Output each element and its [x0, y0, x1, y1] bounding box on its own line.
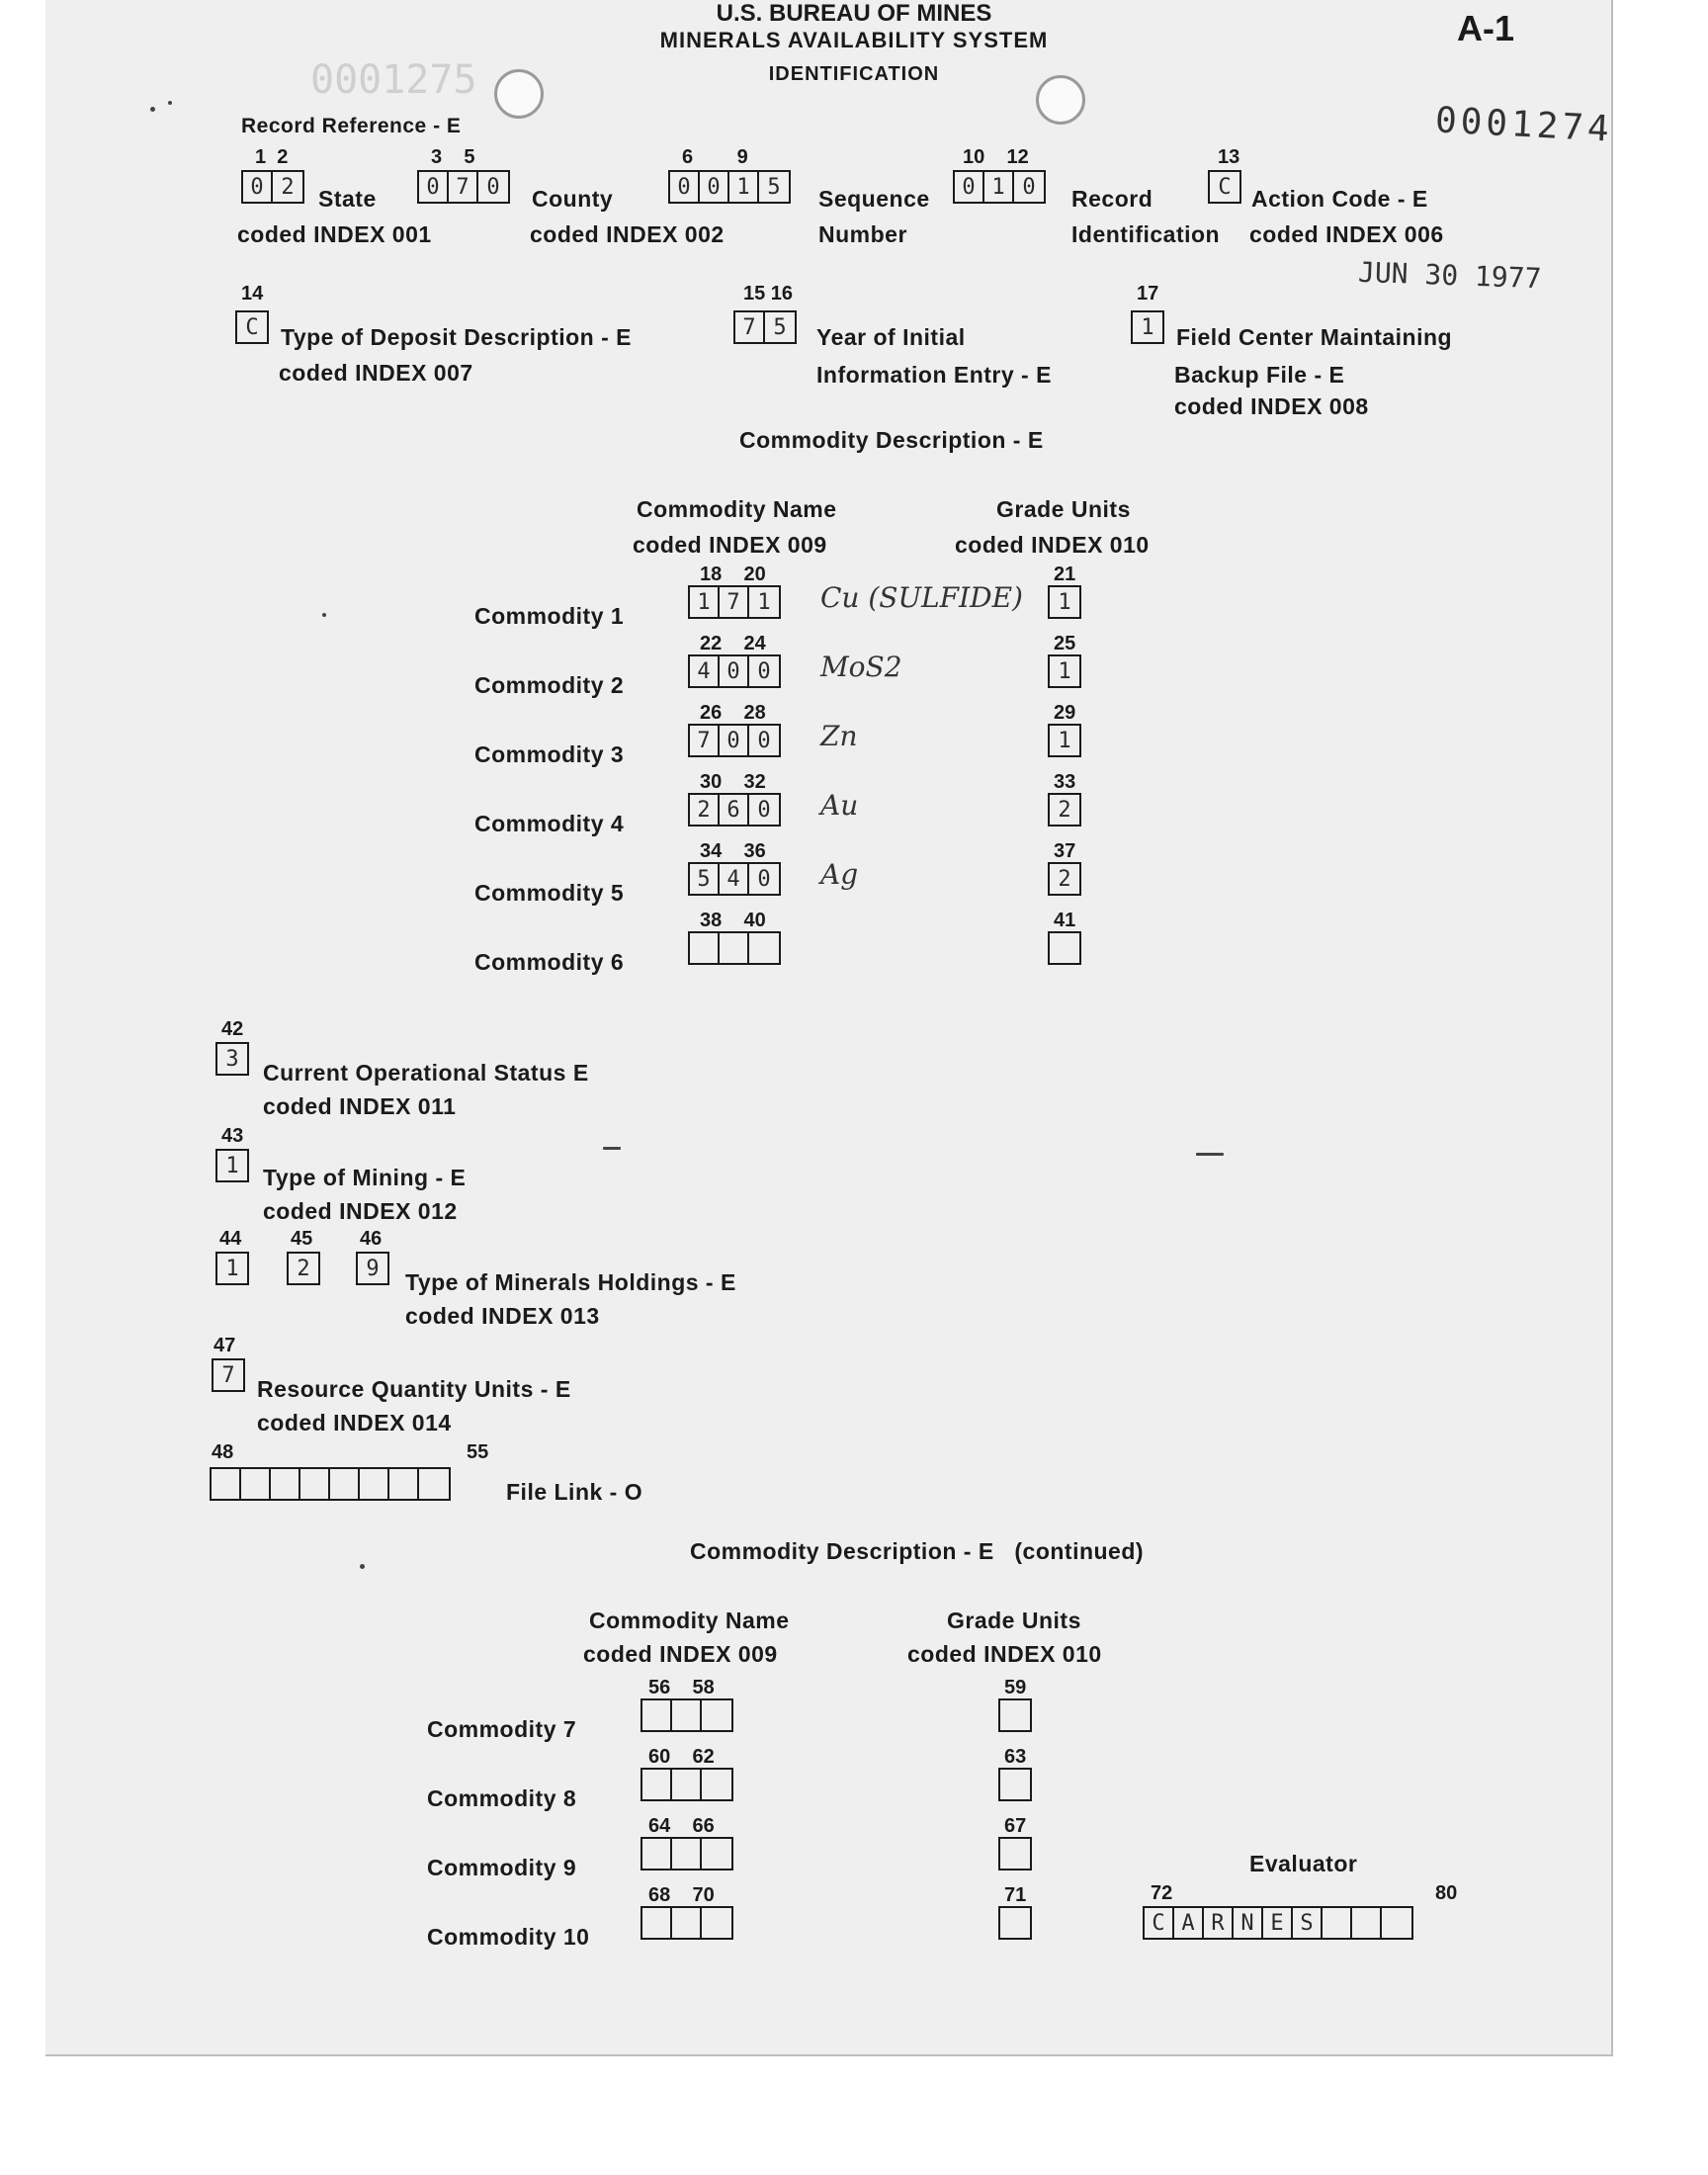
commodity-code-cell	[642, 1770, 672, 1799]
mining-sub: coded INDEX 012	[263, 1198, 458, 1224]
commodity-row-label: Commodity 4	[474, 811, 625, 836]
state-label: State	[318, 186, 377, 212]
grade-field-number: 59	[1004, 1677, 1027, 1698]
date-stamp: JUN 30 1977	[1357, 255, 1542, 296]
scan-speck	[150, 107, 155, 112]
grade-units-cell	[1050, 933, 1079, 963]
grade-units-cell	[1000, 1700, 1030, 1730]
commodity-code-cell	[672, 1839, 702, 1869]
record-cell-2: 1	[984, 172, 1014, 202]
sequence-cell-1: 0	[670, 172, 700, 202]
action-sub: coded INDEX 006	[1249, 221, 1444, 247]
status-cell-1: 3	[225, 1046, 239, 1072]
evaluator-cell: C	[1145, 1908, 1174, 1938]
county-label: County	[532, 186, 614, 212]
holdings-box-2[interactable]	[287, 1252, 320, 1285]
grade-units-box[interactable]	[1048, 654, 1081, 688]
mining-cell-1: 1	[225, 1153, 239, 1178]
evaluator-cell	[1352, 1908, 1382, 1938]
status-sub: coded INDEX 011	[263, 1093, 457, 1119]
file-link-number-end: 55	[467, 1441, 489, 1463]
commodity-code-cell	[749, 933, 779, 963]
form-title-section: IDENTIFICATION	[768, 63, 940, 85]
commodity2-name-header: Commodity Name	[589, 1608, 790, 1633]
sequence-label: Sequence	[818, 186, 930, 212]
sequence-cell-2: 0	[700, 172, 729, 202]
grade-units-cell: 1	[1058, 589, 1071, 615]
commodity-row-label: Commodity 3	[474, 741, 625, 767]
field-center-box[interactable]	[1131, 310, 1164, 344]
grade-field-number: 71	[1004, 1884, 1027, 1906]
evaluator-cell: A	[1174, 1908, 1204, 1938]
commodity-code-cell: 5	[690, 864, 720, 894]
holdings-number-2: 45	[291, 1228, 313, 1250]
commodity-code-cell: 4	[720, 864, 749, 894]
commodity-code-cell: 0	[757, 866, 771, 892]
evaluator-cell: R	[1204, 1908, 1234, 1938]
commodity-code-cell: 7	[690, 726, 720, 755]
evaluator-number-end: 80	[1435, 1882, 1458, 1904]
commodity-code-box[interactable]	[640, 1698, 733, 1732]
file-link-cell	[389, 1469, 419, 1499]
commodity-code-box[interactable]	[640, 1837, 733, 1870]
action-code-box[interactable]	[1208, 170, 1241, 204]
commodity-name-sub: coded INDEX 009	[633, 532, 827, 558]
file-link-cell	[360, 1469, 389, 1499]
action-cell-1: C	[1218, 174, 1232, 200]
file-link-label: File Link - O	[506, 1479, 643, 1505]
mining-field-number: 43	[221, 1125, 244, 1147]
commodity-code-cell: 6	[720, 795, 749, 825]
commodity-code-cell: 0	[720, 656, 749, 686]
evaluator-cell	[1323, 1908, 1352, 1938]
form-title-system: MINERALS AVAILABILITY SYSTEM	[659, 28, 1049, 52]
deposit-field-number: 14	[241, 283, 264, 304]
grade-units-box[interactable]	[998, 1837, 1032, 1870]
mining-label: Type of Mining - E	[263, 1165, 467, 1190]
commodity-row-label: Commodity 10	[427, 1924, 590, 1950]
commodity-code-cell	[672, 1770, 702, 1799]
year-cell-2: 5	[773, 314, 787, 340]
commodity-code-cell	[642, 1908, 672, 1938]
file-link-cell	[271, 1469, 300, 1499]
commodity-code-cell	[642, 1700, 672, 1730]
commodity-field-numbers: 60 62	[648, 1746, 715, 1768]
county-sub: coded INDEX 002	[530, 221, 725, 247]
commodity-field-numbers: 18 20	[700, 564, 766, 585]
file-link-cell	[300, 1469, 330, 1499]
grade-field-number: 29	[1054, 702, 1076, 724]
grade-units-box[interactable]	[998, 1698, 1032, 1732]
action-field-number: 13	[1218, 146, 1240, 168]
file-link-cell	[419, 1469, 449, 1499]
grade2-units-sub: coded INDEX 010	[907, 1641, 1102, 1667]
scan-speck	[322, 613, 326, 617]
holdings-cell-2: 2	[297, 1256, 310, 1281]
resource-field-number: 47	[214, 1335, 236, 1356]
grade-units-header: Grade Units	[996, 496, 1131, 522]
grade2-units-header: Grade Units	[947, 1608, 1081, 1633]
commodity-code-cell: 1	[690, 587, 720, 617]
grade-field-number: 33	[1054, 771, 1076, 793]
resource-cell-1: 7	[221, 1362, 235, 1388]
field-center-cell-1: 1	[1141, 314, 1154, 340]
action-label: Action Code - E	[1251, 186, 1428, 212]
grade-units-box[interactable]	[1048, 862, 1081, 896]
status-field-number: 42	[221, 1018, 244, 1040]
commodity-code-cell: 0	[757, 728, 771, 753]
year-cell-1: 7	[735, 312, 765, 342]
commodity-field-numbers: 30 32	[700, 771, 766, 793]
evaluator-box[interactable]	[1143, 1906, 1413, 1940]
file-link-number-start: 48	[212, 1441, 234, 1463]
commodity-code-cell	[672, 1908, 702, 1938]
commodity-row-label: Commodity 7	[427, 1716, 577, 1742]
commodity-code-cell: 0	[757, 658, 771, 684]
grade-units-cell	[1000, 1908, 1030, 1938]
commodity-field-numbers: 34 36	[700, 840, 766, 862]
resource-box[interactable]	[212, 1358, 245, 1392]
grade-units-box[interactable]	[1048, 931, 1081, 965]
form-title-agency: U.S. BUREAU OF MINES	[716, 0, 992, 27]
commodity-name-header: Commodity Name	[637, 496, 837, 522]
commodity-field-numbers: 64 66	[648, 1815, 715, 1837]
grade-field-number: 63	[1004, 1746, 1027, 1768]
county-field-numbers: 3 5	[431, 146, 475, 168]
commodity-code-cell: 1	[757, 589, 771, 615]
grade-units-cell: 1	[1058, 728, 1071, 753]
commodity-section-title: Commodity Description - E	[739, 427, 1044, 453]
record-label: Record	[1071, 186, 1153, 212]
grade-field-number: 37	[1054, 840, 1076, 862]
evaluator-label: Evaluator	[1249, 1851, 1358, 1876]
holdings-box-1[interactable]	[215, 1252, 249, 1285]
grade-units-cell: 1	[1058, 658, 1071, 684]
holdings-cell-1: 1	[225, 1256, 239, 1281]
county-code-box[interactable]	[417, 170, 510, 204]
grade-field-number: 25	[1054, 633, 1076, 654]
commodity-code-cell: 4	[690, 656, 720, 686]
county-cell-2: 7	[449, 172, 478, 202]
grade-units-box[interactable]	[1048, 585, 1081, 619]
status-box[interactable]	[215, 1042, 249, 1076]
holdings-number-3: 46	[360, 1228, 383, 1250]
commodity-code-cell: 0	[720, 726, 749, 755]
commodity-row-label: Commodity 9	[427, 1855, 577, 1880]
file-link-cell	[212, 1469, 241, 1499]
file-link-cell	[241, 1469, 271, 1499]
commodity-code-cell	[702, 1770, 731, 1799]
resource-sub: coded INDEX 014	[257, 1410, 452, 1436]
commodity-handwritten-note: Au	[820, 789, 859, 822]
deposit-sub: coded INDEX 007	[279, 360, 473, 386]
file-link-cell	[330, 1469, 360, 1499]
commodity2-name-sub: coded INDEX 009	[583, 1641, 778, 1667]
commodity-row-label: Commodity 5	[474, 880, 625, 906]
evaluator-cell: N	[1234, 1908, 1263, 1938]
holdings-cell-3: 9	[366, 1256, 380, 1281]
county-cell-1: 0	[419, 172, 449, 202]
commodity-code-cell	[702, 1908, 731, 1938]
page-code: A-1	[1457, 8, 1515, 48]
commodity-code-cell: 7	[720, 587, 749, 617]
grade-field-number: 41	[1054, 910, 1076, 931]
commodity-code-cell	[702, 1839, 731, 1869]
evaluator-cell	[1382, 1908, 1411, 1938]
commodity-code-box[interactable]	[688, 793, 781, 826]
commodity-code-cell: 2	[690, 795, 720, 825]
field-center-label: Field Center Maintaining	[1176, 324, 1453, 350]
commodity-handwritten-note: MoS2	[820, 651, 902, 683]
stamp-number-faint: 0001275	[310, 57, 477, 103]
sequence-sub: Number	[818, 221, 907, 247]
commodity-row-label: Commodity 6	[474, 949, 625, 975]
sequence-field-numbers: 6 9	[682, 146, 748, 168]
record-cell-3: 0	[1022, 174, 1036, 200]
commodity-field-numbers: 22 24	[700, 633, 766, 654]
file-link-box[interactable]	[210, 1467, 451, 1501]
evaluator-number-start: 72	[1151, 1882, 1173, 1904]
form-sheet	[45, 0, 1613, 2056]
commodity-handwritten-note: Zn	[820, 720, 858, 752]
grade-units-cell	[1000, 1770, 1030, 1799]
field-center-number: 17	[1137, 283, 1159, 304]
commodity-field-numbers: 68 70	[648, 1884, 715, 1906]
state-sub: coded INDEX 001	[237, 221, 432, 247]
field-center-sub2: coded INDEX 008	[1174, 393, 1369, 419]
commodity-code-cell	[672, 1700, 702, 1730]
commodity-field-numbers: 56 58	[648, 1677, 715, 1698]
state-field-numbers: 1 2	[255, 146, 289, 168]
sequence-number-box[interactable]	[668, 170, 791, 204]
grade-units-box[interactable]	[1048, 793, 1081, 826]
record-sub: Identification	[1071, 221, 1221, 247]
sequence-cell-3: 1	[729, 172, 759, 202]
record-reference-title: Record Reference - E	[241, 115, 462, 137]
commodity-code-box[interactable]	[688, 724, 781, 757]
commodity-code-cell	[702, 1700, 731, 1730]
commodity-code-box[interactable]	[688, 862, 781, 896]
grade-units-box[interactable]	[998, 1768, 1032, 1801]
grade-units-sub: coded INDEX 010	[955, 532, 1150, 558]
commodity-handwritten-note: Cu (SULFIDE)	[820, 581, 1023, 614]
evaluator-cell: E	[1263, 1908, 1293, 1938]
county-cell-3: 0	[486, 174, 500, 200]
commodity-handwritten-note: Ag	[820, 858, 859, 891]
grade-units-box[interactable]	[998, 1906, 1032, 1940]
commodity-row-label: Commodity 2	[474, 672, 625, 698]
state-cell-2: 2	[281, 174, 295, 200]
holdings-sub: coded INDEX 013	[405, 1303, 600, 1329]
resource-label: Resource Quantity Units - E	[257, 1376, 571, 1402]
stamp-number: 0001274	[1434, 100, 1614, 150]
year-label: Year of Initial	[816, 324, 966, 350]
grade-units-cell: 2	[1058, 797, 1071, 823]
record-id-box[interactable]	[953, 170, 1046, 204]
commodity-code-cell	[690, 933, 720, 963]
evaluator-cell: S	[1293, 1908, 1323, 1938]
deposit-label: Type of Deposit Description - E	[281, 324, 632, 350]
year-sub: Information Entry - E	[816, 362, 1052, 388]
sequence-cell-4: 5	[767, 174, 781, 200]
commodity-code-box[interactable]	[688, 585, 781, 619]
grade-units-cell	[1000, 1839, 1030, 1869]
state-code-box[interactable]	[241, 170, 304, 204]
grade-units-cell: 2	[1058, 866, 1071, 892]
commodity-code-cell: 0	[757, 797, 771, 823]
commodity-section2-title: Commodity Description - E (continued)	[690, 1538, 1145, 1564]
commodity-code-box[interactable]	[640, 1906, 733, 1940]
commodity-code-box[interactable]	[688, 931, 781, 965]
holdings-number-1: 44	[219, 1228, 242, 1250]
record-cell-1: 0	[955, 172, 984, 202]
status-label: Current Operational Status E	[263, 1060, 589, 1086]
commodity-code-cell	[642, 1839, 672, 1869]
grade-field-number: 21	[1054, 564, 1076, 585]
commodity-code-box[interactable]	[640, 1768, 733, 1801]
scan-speck	[168, 101, 172, 105]
scan-speck	[603, 1147, 621, 1150]
commodity-row-label: Commodity 1	[474, 603, 625, 629]
commodity-code-box[interactable]	[688, 654, 781, 688]
field-center-sub: Backup File - E	[1174, 362, 1345, 388]
deposit-cell-1: C	[245, 314, 259, 340]
deposit-type-box[interactable]	[235, 310, 269, 344]
grade-units-box[interactable]	[1048, 724, 1081, 757]
commodity-field-numbers: 38 40	[700, 910, 766, 931]
holdings-label: Type of Minerals Holdings - E	[405, 1269, 736, 1295]
scan-speck	[1196, 1153, 1224, 1156]
state-cell-1: 0	[243, 172, 273, 202]
commodity-field-numbers: 26 28	[700, 702, 766, 724]
scan-speck	[360, 1564, 365, 1569]
commodity-row-label: Commodity 8	[427, 1785, 577, 1811]
commodity-code-cell	[720, 933, 749, 963]
holdings-box-3[interactable]	[356, 1252, 389, 1285]
record-field-numbers: 10 12	[963, 146, 1029, 168]
year-entry-box[interactable]	[733, 310, 797, 344]
mining-box[interactable]	[215, 1149, 249, 1182]
year-field-numbers: 15 16	[743, 283, 794, 304]
grade-field-number: 67	[1004, 1815, 1027, 1837]
